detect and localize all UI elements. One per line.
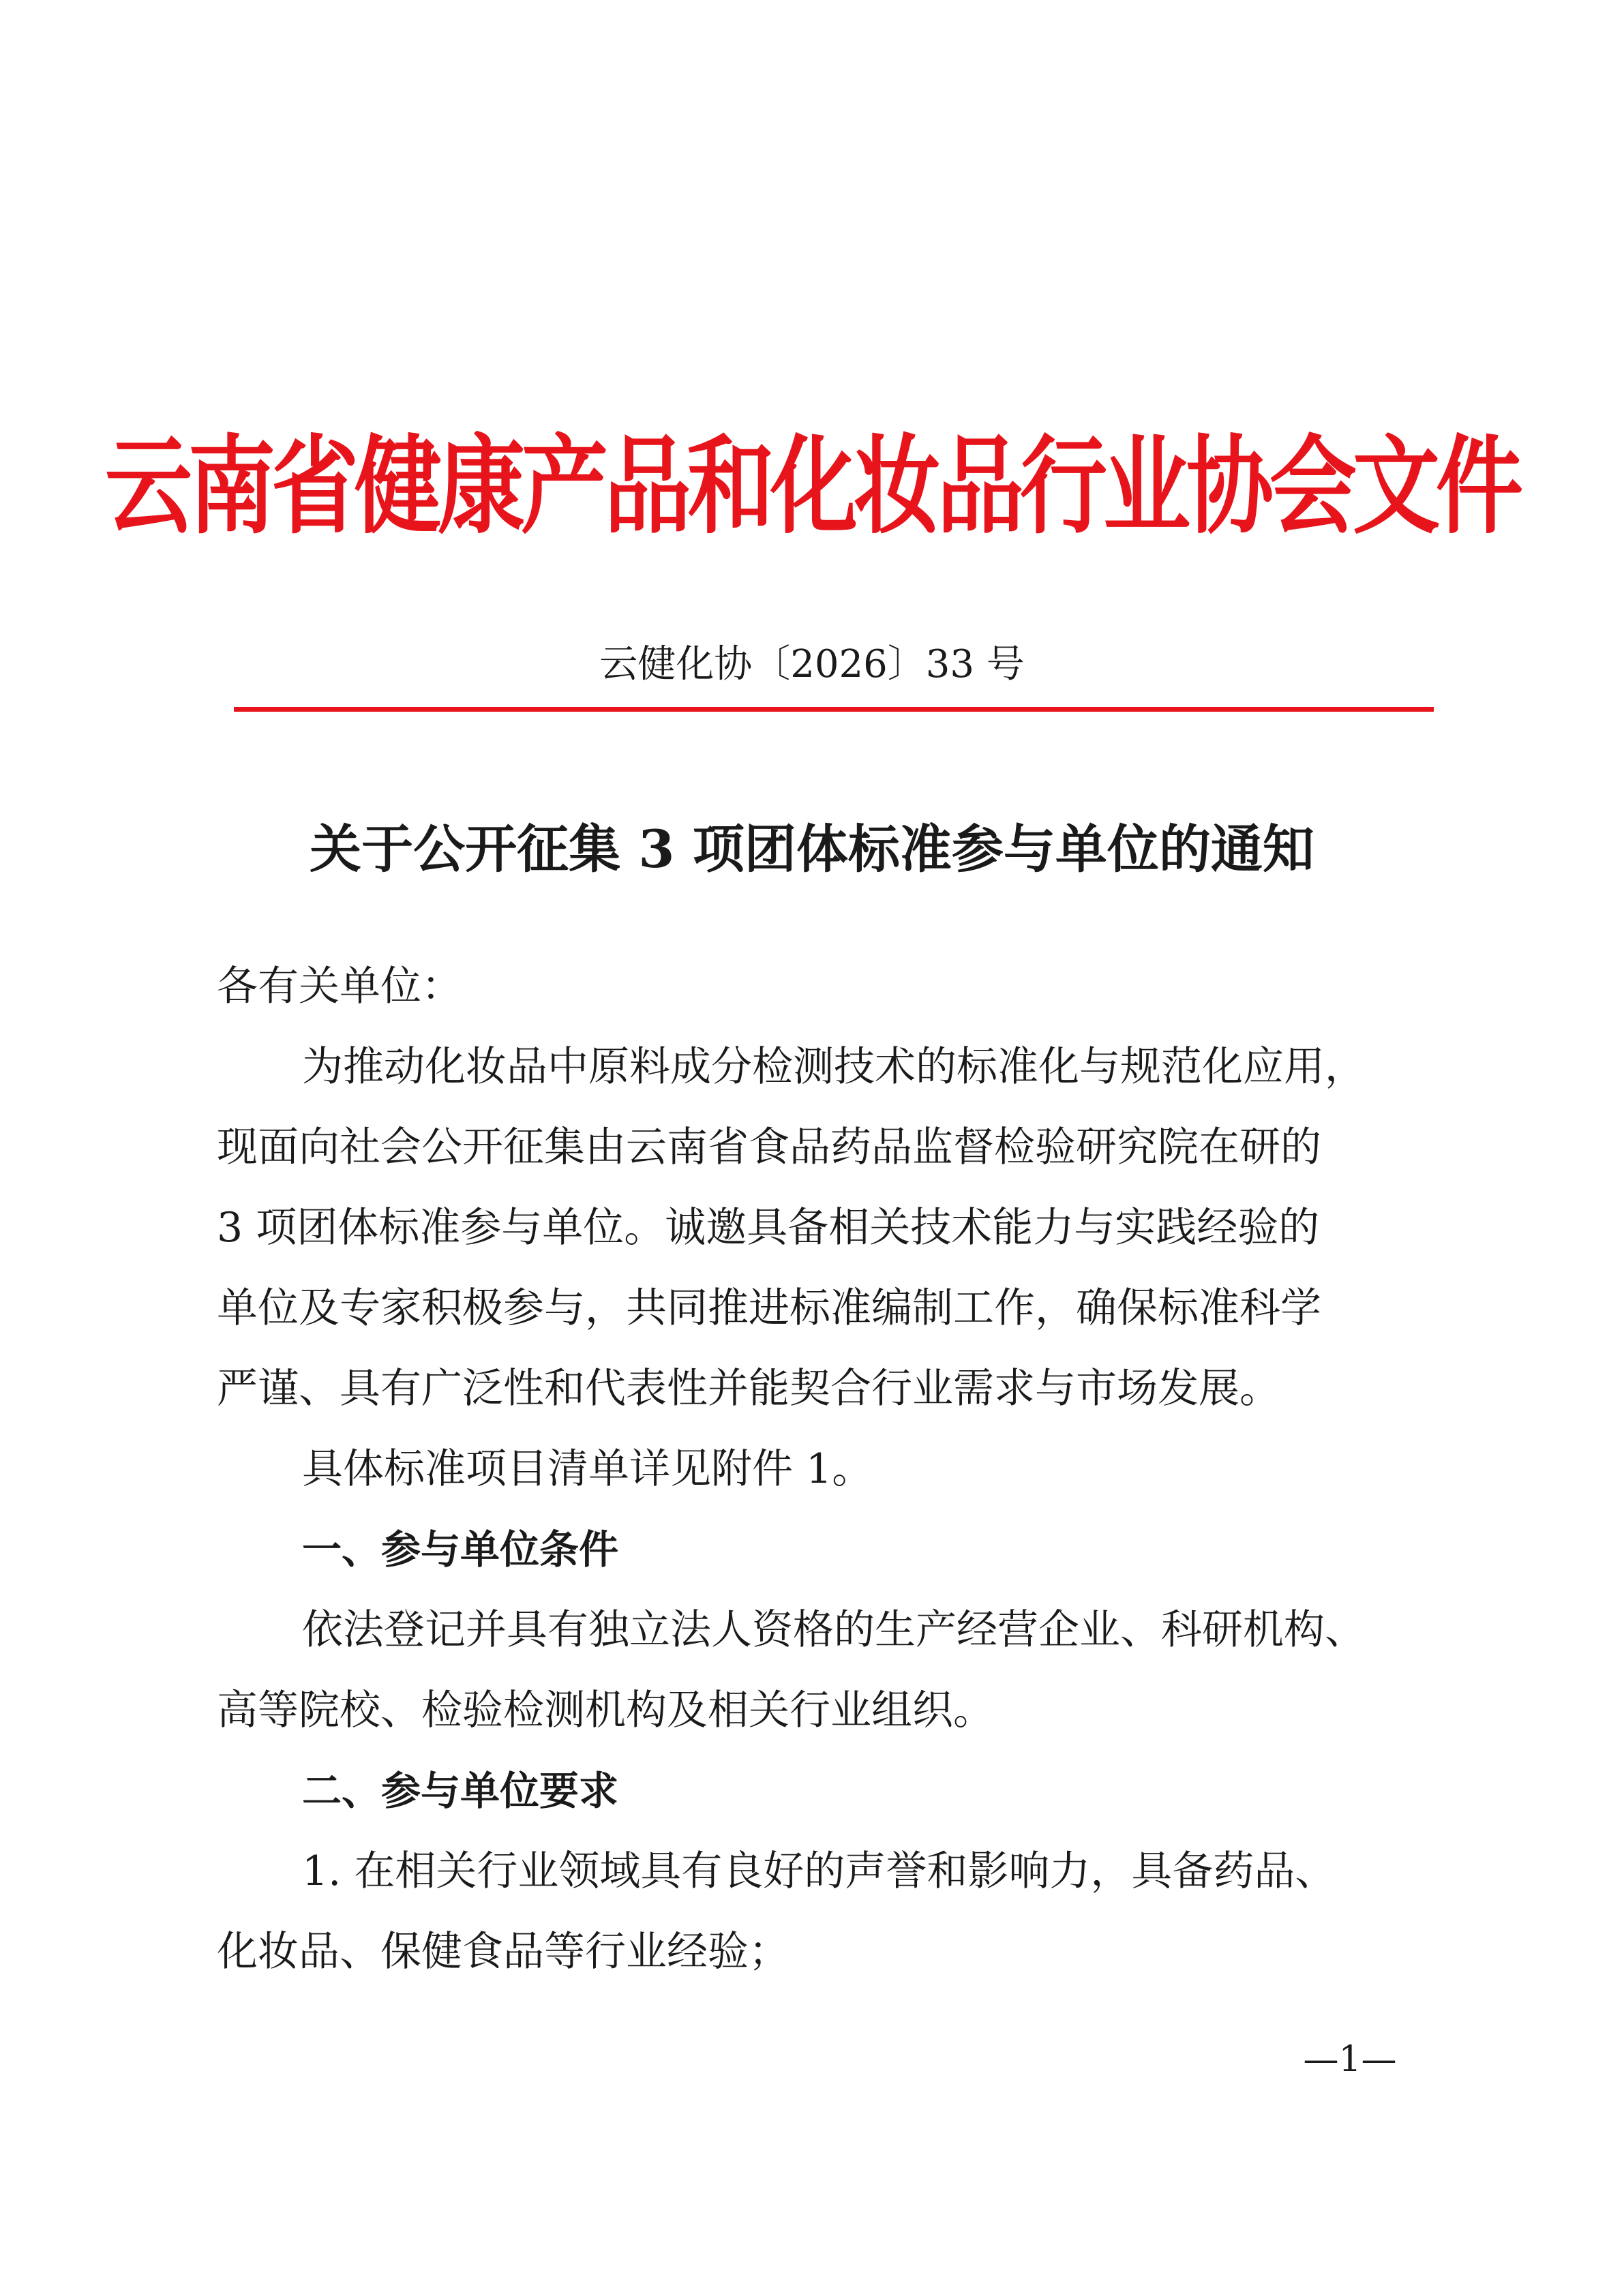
red-divider-line — [234, 707, 1434, 712]
paragraph-line: 高等院校、检验检测机构及相关行业组织。 — [217, 1687, 994, 1734]
paragraph-line: 化妆品、保健食品等行业经验； — [217, 1928, 790, 1976]
paragraph-line: 单位及专家积极参与，共同推进标准编制工作，确保标准科学 — [217, 1284, 1321, 1332]
section-heading: 二、参与单位要求 — [302, 1768, 619, 1814]
paragraph-line: 3 项团体标准参与单位。诚邀具备相关技术能力与实践经验的 — [217, 1204, 1320, 1252]
masthead-title: 云南省健康产品和化妆品行业协会文件 — [104, 425, 1519, 549]
paragraph-line: 严谨、具有广泛性和代表性并能契合行业需求与市场发展。 — [217, 1365, 1280, 1413]
paragraph-line: 现面向社会公开征集由云南省食品药品监督检验研究院在研的 — [217, 1123, 1321, 1171]
section-heading: 一、参与单位条件 — [302, 1526, 619, 1573]
paragraph-line: 为推动化妆品中原料成分检测技术的标准化与规范化应用， — [302, 1043, 1366, 1091]
page-number: —1— — [1303, 2039, 1397, 2080]
paragraph-line: 1. 在相关行业领域具有良好的声誉和影响力，具备药品、 — [302, 1847, 1336, 1895]
notice-title: 关于公开征集 3 项团体标准参与单位的通知 — [310, 819, 1314, 879]
salutation: 各有关单位： — [217, 963, 462, 1010]
paragraph-line: 依法登记并具有独立法人资格的生产经营企业、科研机构、 — [302, 1606, 1366, 1654]
document-number: 云健化协〔2026〕33 号 — [599, 642, 1025, 686]
paragraph-line: 具体标准项目清单详见附件 1。 — [302, 1445, 873, 1493]
